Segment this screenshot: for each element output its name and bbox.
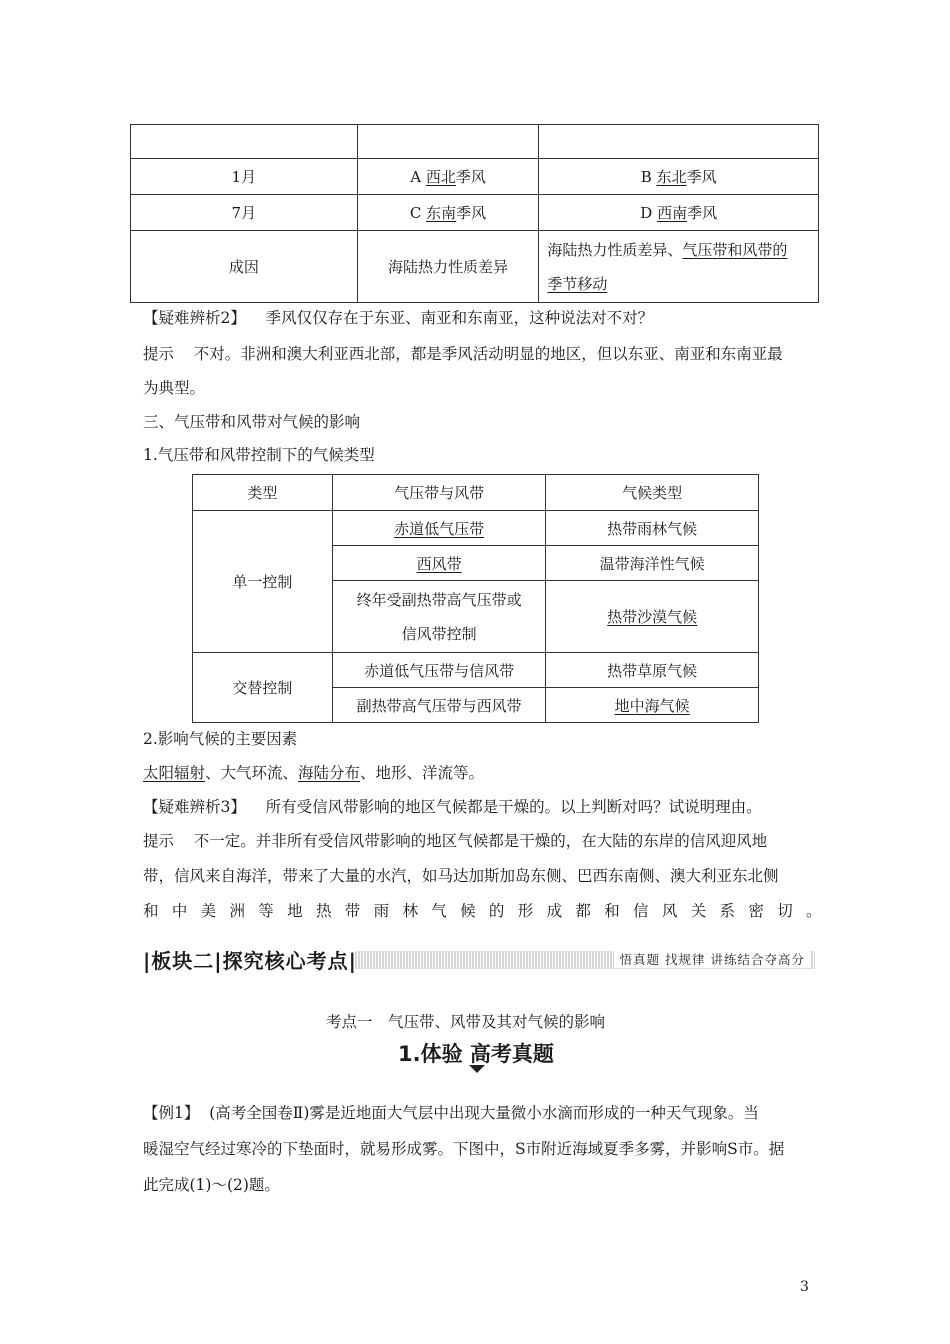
triangle-marker bbox=[469, 1065, 485, 1073]
climate-cell: 热带雨林气候 bbox=[546, 511, 759, 546]
paragraph-hint-1: 提示 不对。非洲和澳大利亚西北部，都是季风活动明显的地区，但以东亚、南亚和东南亚最 bbox=[143, 345, 783, 363]
cause-cell: 海陆热力性质差异、气压带和风带的 季节移动 bbox=[539, 231, 819, 303]
cause-cell: 海陆热力性质差异 bbox=[357, 231, 539, 303]
empty-cell bbox=[357, 125, 539, 159]
monsoon-cell: D 西南季风 bbox=[539, 195, 819, 231]
row-label: 7月 bbox=[131, 195, 358, 231]
belt-cell: 赤道低气压带与信风带 bbox=[332, 653, 546, 688]
example-paragraph-cont: 暖湿空气经过寒冷的下垫面时，就易形成雾。下图中，S市附近海域夏季多雾，并影响S市。据 bbox=[143, 1140, 785, 1158]
row-label: 成因 bbox=[131, 231, 358, 303]
belt-cell: 终年受副热带高气压带或 信风带控制 bbox=[332, 581, 546, 653]
empty-cell bbox=[539, 125, 819, 159]
monsoon-cell: B 东北季风 bbox=[539, 159, 819, 195]
paragraph-hint-1-cont: 为典型。 bbox=[143, 379, 206, 397]
row-label: 1月 bbox=[131, 159, 358, 195]
belt-cell: 副热带高气压带与西风带 bbox=[332, 688, 546, 723]
empty-cell bbox=[131, 125, 358, 159]
belt-cell: 西风带 bbox=[332, 546, 546, 581]
paragraph-hint-2: 提示 不一定。并非所有受信风带影响的地区气候都是干燥的，在大陆的东岸的信风迎风地 bbox=[143, 832, 768, 850]
control-type-cell: 单一控制 bbox=[193, 511, 333, 653]
subsection-heading: 1.气压带和风带控制下的气候类型 bbox=[143, 446, 375, 464]
monsoon-cell: A 西北季风 bbox=[357, 159, 539, 195]
big-heading: 1.体验 高考真题 bbox=[398, 1042, 554, 1066]
factors-line: 太阳辐射、大气环流、海陆分布、地形、洋流等。 bbox=[143, 764, 485, 782]
climate-cell: 热带草原气候 bbox=[546, 653, 759, 688]
header-cell: 类型 bbox=[193, 475, 333, 511]
example-paragraph: 【例1】 (高考全国卷Ⅱ)雾是近地面大气层中出现大量微小水滴而形成的一种天气现象。当 bbox=[143, 1104, 759, 1122]
subsection-heading: 2.影响气候的主要因素 bbox=[143, 730, 298, 748]
monsoon-table bbox=[130, 124, 819, 303]
example-paragraph-cont: 此完成(1)～(2)题。 bbox=[143, 1176, 280, 1194]
paragraph-hint-2-cont: 带，信风来自海洋，带来了大量的水汽，如马达加斯加岛东侧、巴西东南侧、澳大利亚东北侧 bbox=[143, 867, 779, 885]
paragraph-difficulty-3: 【疑难辨析3】 所有受信风带影响的地区气候都是干燥的。以上判断对吗？试说明理由。 bbox=[143, 798, 762, 816]
climate-cell: 地中海气候 bbox=[546, 688, 759, 723]
banner-slogan: 悟真题 找规律 讲练结合夺高分 bbox=[614, 950, 811, 968]
kaodian-heading: 考点一 气压带、风带及其对气候的影响 bbox=[326, 1013, 606, 1031]
header-cell: 气候类型 bbox=[546, 475, 759, 511]
section-banner bbox=[143, 945, 815, 973]
belt-cell: 赤道低气压带 bbox=[332, 511, 546, 546]
climate-cell: 温带海洋性气候 bbox=[546, 546, 759, 581]
control-type-cell: 交替控制 bbox=[193, 653, 333, 723]
header-cell: 气压带与风带 bbox=[332, 475, 546, 511]
climate-cell: 热带沙漠气候 bbox=[546, 581, 759, 653]
monsoon-cell: C 东南季风 bbox=[357, 195, 539, 231]
section-heading: 三、气压带和风带对气候的影响 bbox=[143, 413, 361, 431]
climate-table bbox=[192, 474, 759, 723]
page-number: 3 bbox=[800, 1279, 809, 1295]
paragraph-difficulty-2: 【疑难辨析2】 季风仅仅存在于东亚、南亚和东南亚，这种说法对不对？ bbox=[143, 309, 654, 327]
banner-title: |板块二|探究核心考点| bbox=[143, 949, 357, 973]
paragraph-hint-2-cont: 和 中 美 洲 等 地 热 带 雨 林 气 候 的 形 成 都 和 信 风 关 系 密 切 。 bbox=[143, 902, 826, 920]
